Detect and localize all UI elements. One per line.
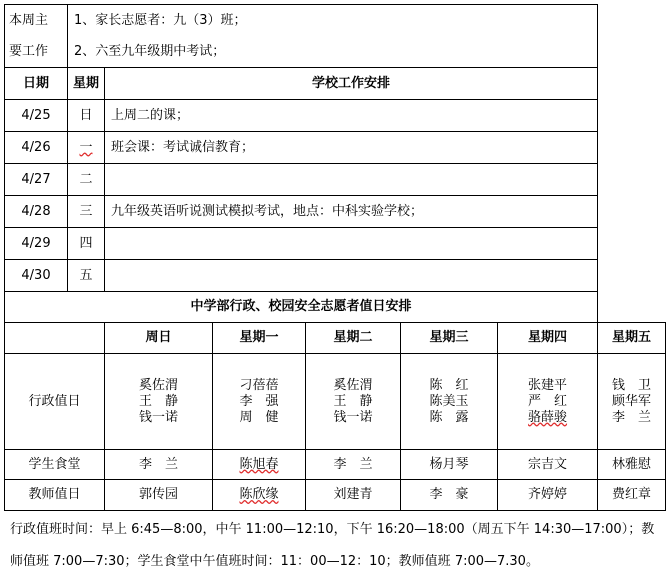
canteen-duty-row	[5, 450, 666, 480]
main-work-items	[68, 5, 598, 68]
duty-person: 王 静	[138, 393, 178, 409]
teacher-duty-cell: 郭传园	[105, 480, 213, 511]
schedule-task	[105, 164, 598, 196]
duty-person: 奚佐渭	[138, 377, 178, 393]
duty-title-row	[5, 292, 666, 323]
duty-person: 陈 红	[429, 377, 469, 393]
admin-duty-cell	[213, 354, 306, 450]
duty-person: 钱一诺	[138, 409, 178, 425]
schedule-row	[5, 100, 666, 132]
header-date: 日期	[5, 68, 68, 100]
duty-day-header: 星期五	[598, 323, 666, 354]
schedule-date: 4/25	[5, 100, 68, 132]
duty-person: 张建平	[528, 377, 568, 393]
canteen-duty-cell: 宗吉文	[498, 450, 598, 480]
schedule-weekday: 四	[68, 228, 105, 260]
admin-duty-cell	[401, 354, 498, 450]
schedule-date: 4/28	[5, 196, 68, 228]
duty-time-note	[10, 514, 666, 578]
teacher-duty-label: 教师值日	[5, 480, 105, 511]
weekly-schedule-table	[4, 4, 666, 511]
note-line: 行政值班时间：早上 6:45—8:00，中午 11:00—12:10，下午 16:20—18:00（周五下午 14:30—17:00）；教	[10, 522, 655, 537]
schedule-task	[105, 260, 598, 292]
schedule-date: 4/27	[5, 164, 68, 196]
admin-duty-label: 行政值日	[5, 354, 105, 450]
duty-person: 刁蓓蓓	[239, 377, 279, 393]
main-work-row	[5, 5, 666, 68]
duty-person: 骆薛骏	[528, 409, 568, 425]
canteen-duty-cell: 林雅慰	[598, 450, 666, 480]
duty-day-header-row	[5, 323, 666, 354]
teacher-duty-cell: 陈欣缘	[213, 480, 306, 511]
duty-person: 李 强	[239, 393, 279, 409]
duty-person: 周 健	[239, 409, 279, 425]
duty-day-header: 周日	[105, 323, 213, 354]
main-work-item: 2、六至九年级期中考试；	[74, 44, 226, 59]
duty-person: 陈 露	[429, 409, 469, 425]
schedule-weekday: 二	[68, 164, 105, 196]
schedule-weekday: 五	[68, 260, 105, 292]
duty-person: 李 兰	[612, 409, 652, 425]
schedule-header-row	[5, 68, 666, 100]
schedule-date: 4/29	[5, 228, 68, 260]
schedule-date: 4/26	[5, 132, 68, 164]
teacher-duty-row	[5, 480, 666, 511]
header-weekday: 星期	[68, 68, 105, 100]
canteen-duty-label: 学生食堂	[5, 450, 105, 480]
duty-corner-cell	[5, 323, 105, 354]
canteen-duty-cell: 李 兰	[105, 450, 213, 480]
schedule-weekday: 日	[68, 100, 105, 132]
duty-title: 中学部行政、校园安全志愿者值日安排	[5, 292, 598, 323]
duty-person: 钱一诺	[333, 409, 373, 425]
admin-duty-cell	[105, 354, 213, 450]
canteen-duty-cell: 杨月琴	[401, 450, 498, 480]
duty-day-header: 星期四	[498, 323, 598, 354]
schedule-date: 4/30	[5, 260, 68, 292]
canteen-duty-cell: 李 兰	[306, 450, 401, 480]
duty-person: 严 红	[528, 393, 568, 409]
schedule-task	[105, 228, 598, 260]
duty-day-header: 星期一	[213, 323, 306, 354]
teacher-duty-cell: 费红章	[598, 480, 666, 511]
schedule-task: 九年级英语听说测试模拟考试，地点：中科实验学校；	[105, 196, 598, 228]
main-work-item: 1、家长志愿者：九（3）班；	[74, 13, 247, 28]
schedule-weekday: 一	[68, 132, 105, 164]
schedule-row	[5, 228, 666, 260]
note-line: 师值班 7:00—7:30；学生食堂中午值班时间：11：00—12：10；教师值班 7:00—7.30。	[10, 554, 539, 569]
teacher-duty-cell: 刘建青	[306, 480, 401, 511]
schedule-row	[5, 164, 666, 196]
duty-day-header: 星期二	[306, 323, 401, 354]
schedule-row	[5, 260, 666, 292]
admin-duty-cell	[498, 354, 598, 450]
duty-day-header: 星期三	[401, 323, 498, 354]
duty-person: 奚佐渭	[333, 377, 373, 393]
main-work-label: 本周主 要工作	[5, 5, 68, 68]
teacher-duty-cell: 齐婷婷	[498, 480, 598, 511]
canteen-duty-cell: 陈旭春	[213, 450, 306, 480]
duty-person: 钱 卫	[612, 377, 652, 393]
duty-person: 顾华军	[612, 393, 652, 409]
teacher-duty-cell: 李 豪	[401, 480, 498, 511]
schedule-row	[5, 196, 666, 228]
admin-duty-cell	[598, 354, 666, 450]
schedule-row	[5, 132, 666, 164]
admin-duty-row	[5, 354, 666, 450]
schedule-task: 班会课：考试诚信教育；	[105, 132, 598, 164]
schedule-task: 上周二的课；	[105, 100, 598, 132]
duty-person: 王 静	[333, 393, 373, 409]
header-school-work: 学校工作安排	[105, 68, 598, 100]
duty-person: 陈美玉	[429, 393, 469, 409]
schedule-weekday: 三	[68, 196, 105, 228]
admin-duty-cell	[306, 354, 401, 450]
